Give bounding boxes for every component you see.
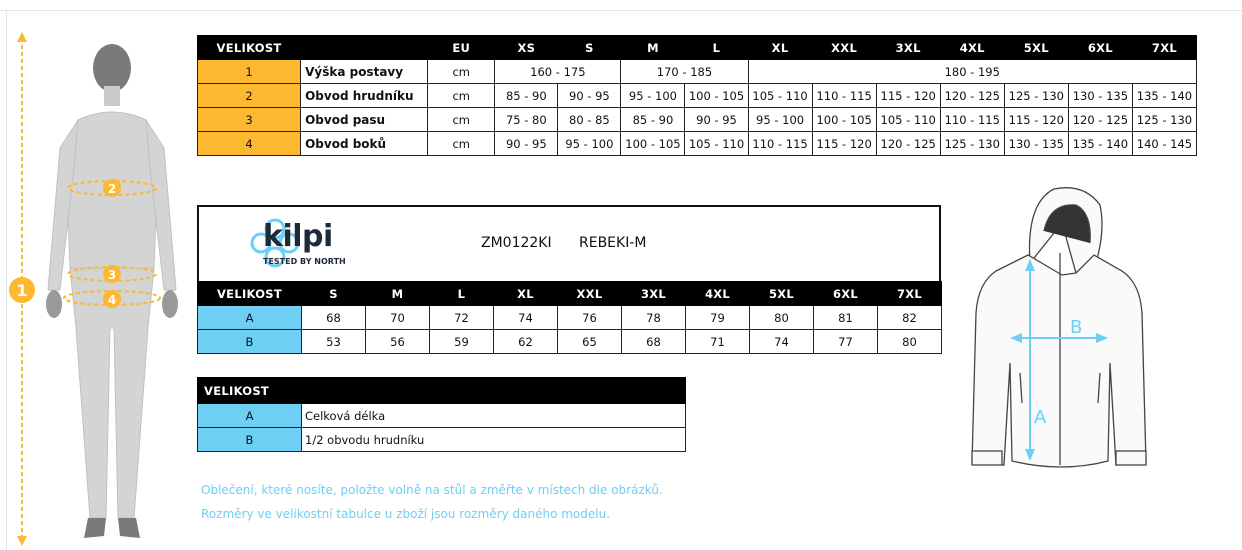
table-row — [198, 404, 686, 428]
row-key: B — [198, 428, 302, 452]
dim-table-header — [198, 282, 942, 306]
value-cell: 95 - 100 — [558, 132, 621, 156]
value-cell: 95 - 100 — [748, 108, 812, 132]
value-cell: 80 — [750, 306, 814, 330]
size-table-header — [198, 36, 1197, 60]
value-cell: 65 — [558, 330, 622, 354]
measure-b-label: B — [1070, 317, 1083, 338]
header-cell: 5XL — [1004, 36, 1068, 60]
row-unit: cm — [428, 108, 495, 132]
row-key: B — [198, 330, 302, 354]
row-unit: cm — [428, 60, 495, 84]
header-cell — [301, 36, 428, 60]
jacket-illustration — [966, 183, 1152, 488]
model-name: REBEKI-M — [579, 235, 647, 251]
value-cell: 68 — [622, 330, 686, 354]
value-cell: 72 — [430, 306, 494, 330]
value-cell: 130 - 135 — [1004, 132, 1068, 156]
value-cell: 85 - 90 — [495, 84, 558, 108]
measure-a-label: A — [1034, 407, 1047, 428]
row-label: Obvod pasu — [301, 108, 428, 132]
value-cell: 120 - 125 — [876, 132, 940, 156]
model-header — [197, 205, 941, 281]
header-cell: 6XL — [1068, 36, 1132, 60]
value-cell: 80 - 85 — [558, 108, 621, 132]
value-cell: 68 — [302, 306, 366, 330]
badge-2: 2 — [107, 182, 117, 196]
header-cell: 4XL — [686, 282, 750, 306]
table-row — [198, 132, 1197, 156]
header-cell: M — [621, 36, 685, 60]
row-key: A — [198, 404, 302, 428]
row-number: 4 — [198, 132, 301, 156]
value-cell: 135 - 140 — [1132, 84, 1196, 108]
value-cell: 70 — [366, 306, 430, 330]
header-cell: L — [685, 36, 748, 60]
header-cell: VELIKOST — [198, 282, 302, 306]
row-number: 2 — [198, 84, 301, 108]
value-cell: 56 — [366, 330, 430, 354]
value-cell: 135 - 140 — [1068, 132, 1132, 156]
legend-text: 1/2 obvodu hrudníku — [302, 428, 686, 452]
header-cell: 5XL — [750, 282, 814, 306]
value-cell: 130 - 135 — [1068, 84, 1132, 108]
table-row — [198, 306, 942, 330]
row-unit: cm — [428, 84, 495, 108]
header-cell: VELIKOST — [198, 378, 686, 404]
value-cell: 110 - 115 — [748, 132, 812, 156]
value-cell: 74 — [494, 306, 558, 330]
header-cell: 3XL — [622, 282, 686, 306]
value-cell: 90 - 95 — [495, 132, 558, 156]
top-divider — [0, 10, 1242, 11]
header-cell: 3XL — [876, 36, 940, 60]
row-label: Obvod boků — [301, 132, 428, 156]
value-cell: 74 — [750, 330, 814, 354]
value-cell: 115 - 120 — [876, 84, 940, 108]
row-label: Obvod hrudníku — [301, 84, 428, 108]
body-size-table — [197, 35, 1197, 156]
table-row — [198, 428, 686, 452]
value-cell: 71 — [686, 330, 750, 354]
value-cell: 77 — [814, 330, 878, 354]
value-cell: 79 — [686, 306, 750, 330]
body-figure-illustration — [8, 28, 188, 548]
brand-tagline: TESTED BY NORTH — [263, 257, 346, 266]
model-code: ZM0122KI — [481, 235, 552, 251]
header-cell: XS — [495, 36, 558, 60]
value-cell: 115 - 120 — [1004, 108, 1068, 132]
row-number: 1 — [198, 60, 301, 84]
row-unit: cm — [428, 132, 495, 156]
value-cell: 160 - 175 — [495, 60, 621, 84]
value-cell: 105 - 110 — [685, 132, 748, 156]
value-cell: 105 - 110 — [876, 108, 940, 132]
value-cell: 82 — [878, 306, 942, 330]
row-key: A — [198, 306, 302, 330]
header-cell: S — [558, 36, 621, 60]
value-cell: 85 - 90 — [621, 108, 685, 132]
value-cell: 180 - 195 — [748, 60, 1196, 84]
brand-name: kilpi — [263, 219, 333, 254]
instruction-note: Oblečení, které nosíte, položte volně na stůl a změřte v místech dle obrázků. — [201, 483, 663, 497]
value-cell: 95 - 100 — [621, 84, 685, 108]
value-cell: 76 — [558, 306, 622, 330]
value-cell: 80 — [878, 330, 942, 354]
header-cell: 6XL — [814, 282, 878, 306]
legend-text: Celková délka — [302, 404, 686, 428]
header-cell: XXL — [558, 282, 622, 306]
row-label: Výška postavy — [301, 60, 428, 84]
value-cell: 53 — [302, 330, 366, 354]
value-cell: 125 - 130 — [940, 132, 1004, 156]
value-cell: 110 - 115 — [812, 84, 876, 108]
header-cell: L — [430, 282, 494, 306]
header-cell: 7XL — [1132, 36, 1196, 60]
header-cell: M — [366, 282, 430, 306]
product-dimension-table — [197, 281, 942, 354]
value-cell: 90 - 95 — [685, 108, 748, 132]
value-cell: 62 — [494, 330, 558, 354]
value-cell: 105 - 110 — [748, 84, 812, 108]
legend-table — [197, 377, 686, 452]
header-cell: VELIKOST — [198, 36, 301, 60]
value-cell: 90 - 95 — [558, 84, 621, 108]
value-cell: 120 - 125 — [940, 84, 1004, 108]
left-divider — [6, 10, 7, 550]
header-cell: S — [302, 282, 366, 306]
header-cell: XXL — [812, 36, 876, 60]
header-cell: XL — [748, 36, 812, 60]
badge-4: 4 — [107, 293, 117, 307]
value-cell: 125 - 130 — [1004, 84, 1068, 108]
header-cell: 4XL — [940, 36, 1004, 60]
value-cell: 75 - 80 — [495, 108, 558, 132]
badge-1: 1 — [16, 281, 28, 300]
value-cell: 120 - 125 — [1068, 108, 1132, 132]
table-row — [198, 84, 1197, 108]
value-cell: 100 - 105 — [685, 84, 748, 108]
value-cell: 115 - 120 — [812, 132, 876, 156]
value-cell: 110 - 115 — [940, 108, 1004, 132]
value-cell: 81 — [814, 306, 878, 330]
row-number: 3 — [198, 108, 301, 132]
value-cell: 125 - 130 — [1132, 108, 1196, 132]
header-cell: 7XL — [878, 282, 942, 306]
value-cell: 100 - 105 — [621, 132, 685, 156]
table-row — [198, 108, 1197, 132]
legend-header — [198, 378, 686, 404]
value-cell: 100 - 105 — [812, 108, 876, 132]
header-cell: XL — [494, 282, 558, 306]
badge-3: 3 — [107, 268, 117, 282]
value-cell: 78 — [622, 306, 686, 330]
header-cell: EU — [428, 36, 495, 60]
table-row — [198, 60, 1197, 84]
instruction-note: Rozměry ve velikostní tabulce u zboží jsou rozměry daného modelu. — [201, 507, 611, 521]
value-cell: 59 — [430, 330, 494, 354]
value-cell: 170 - 185 — [621, 60, 748, 84]
table-row — [198, 330, 942, 354]
value-cell: 140 - 145 — [1132, 132, 1196, 156]
